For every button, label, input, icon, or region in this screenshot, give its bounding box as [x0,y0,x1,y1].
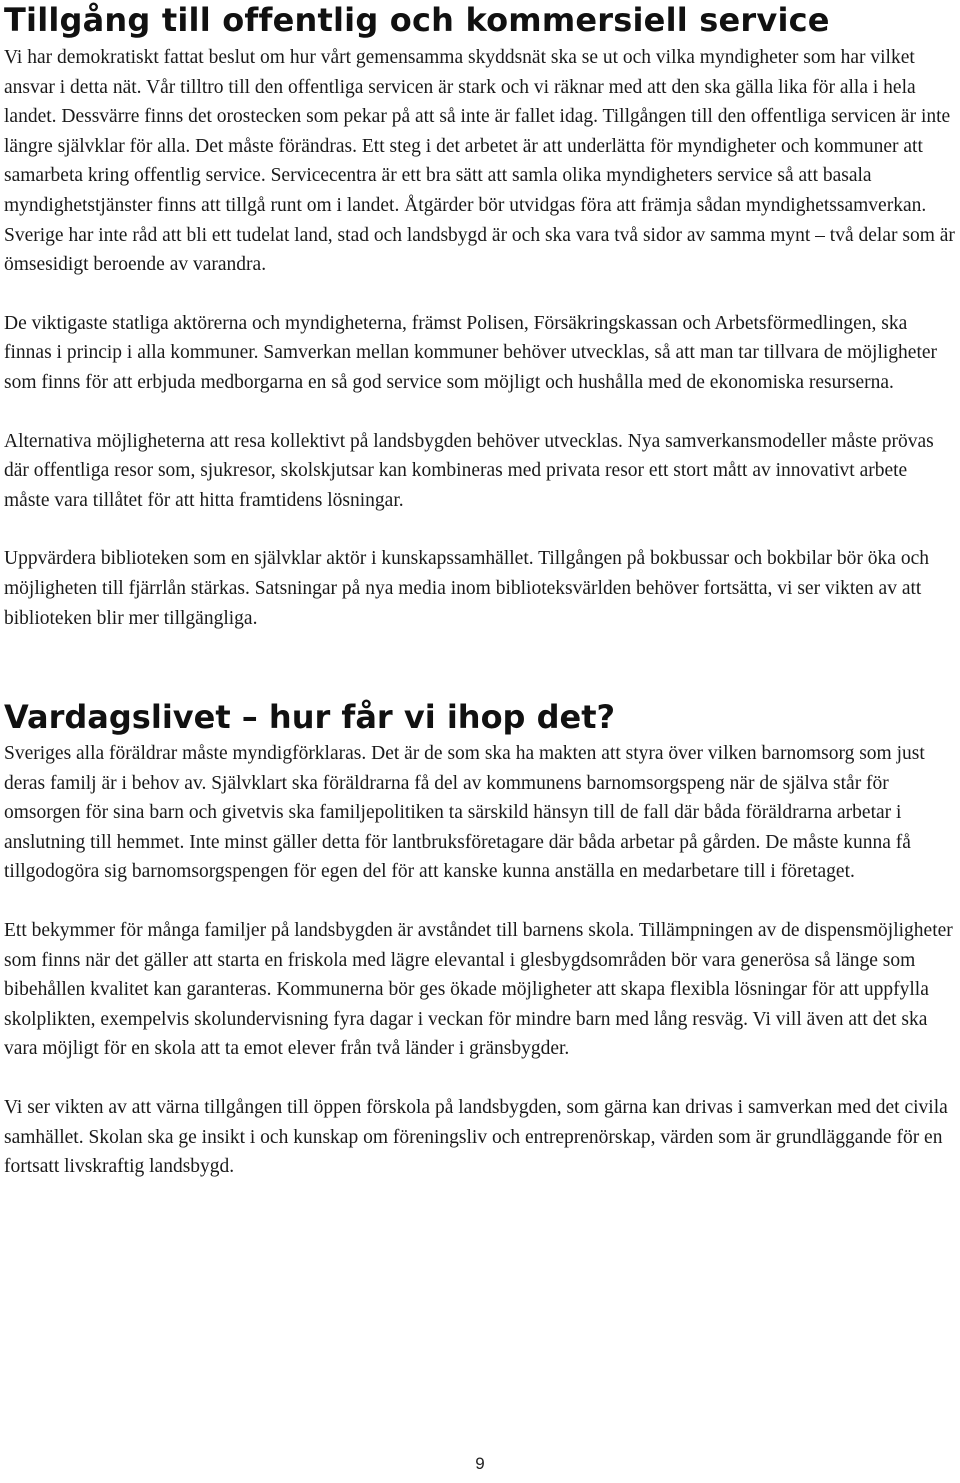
document-page [4,0,956,1182]
paragraph-vardagslivet-1: Sveriges alla föräldrar måste myndigförklaras. Det är de som ska ha makten att styra över vilken barnomsorg som just deras familj är i behov av. Självklart ska föräldrarna få del av kommunens barnomsorgspeng när de själva står för omsorgen för sina barn och givetvis ska familjepolitiken ta särskild hänsyn till de fall där båda föräldrarna arbetar i anslutning till hemmet. Inte minst gäller detta för lantbruksföretagare där båda arbetar på gården. De måste kunna få tillgodogöra sig barnomsorgspengen för egen del för att kanske kunna anställa en medarbetare till i företaget. [4,743,925,883]
page-number: 9 [475,1454,485,1473]
paragraph-service-3: Alternativa möjligheterna att resa kollektivt på landsbygden behöver utvecklas. Nya samverkansmodeller måste prövas där offentliga resor som, sjukresor, skolskjutsar kan kombineras med privata resor ett stort mått av innovativt arbete måste vara tillåtet för att hitta framtidens lösningar. [4,430,934,511]
paragraph-service-2: De viktigaste statliga aktörerna och myndigheterna, främst Polisen, Försäkringskassan och Arbetsförmedlingen, ska finnas i princip i alla kommuner. Samverkan mellan kommuner behöver utvecklas, så att man tar tillvara de möjligheter som finns för att erbjuda medborgarna en så god service som möjligt och hushålla med de ekonomiska resurserna. [4,312,938,393]
paragraph-service-1: Vi har demokratiskt fattat beslut om hur vårt gemensamma skyddsnät ska se ut och vilka myndigheter som har vilket ansvar i detta nät. Vår tilltro till den offentliga servicen är stark och vi räknar med att den ska gälla lika för alla i hela landet. Dessvärre finns det orostecken som pekar på att så inte är fallet idag. Tillgången till den offentliga servicen är inte längre självklar för alla. Det måste förändras. Ett steg i det arbetet är att underlätta för myndigheter och kommuner att samarbeta kring offentlig service. Servicecentra är ett bra sätt att samla olika myndigheters service så att basala myndighetstjänster finns att tillgå runt om i landet. Åtgärder bör utvidgas föra att främja sådan myndighetssamverkan. Sverige har inte råd att bli ett tudelat land, stad och landsbygd är och ska vara två sidor av samma mynt – två delar som är ömsesidigt beroende av varandra. [4,47,955,276]
section-heading-vardagslivet: Vardagslivet – hur får vi ihop det? [4,698,616,737]
section-vardagslivet [4,695,956,1182]
paragraph-vardagslivet-2: Ett bekymmer för många familjer på landsbygden är avståndet till barnens skola. Tillämpningen av de dispensmöjligheter som finns när det gäller att starta en friskola med lägre elevantal i glesbygdsområden bör vara generösa så länge som bibehållen kvalitet kan garanteras. Kommunerna bör ges ökade möjligheter att skapa flexibla lösningar för att uppfylla skolplikten, exempelvis skolundervisning fyra dagar i veckan för mindre barn med lång resväg. Vi vill även att det ska vara möjligt för en skola att ta emot elever från två länder i gränsbygder. [4,920,953,1060]
paragraph-vardagslivet-3: Vi ser vikten av att värna tillgången till öppen förskola på landsbygden, som gärna kan drivas i samverkan med det civila samhället. Skolan ska ge insikt i och kunskap om föreningsliv och entreprenörskap, värden som är grundläggande för en fortsatt livskraftig landsbygd. [4,1097,948,1178]
section-heading-service: Tillgång till offentlig och kommersiell service [4,1,830,39]
paragraph-service-4: Uppvärdera biblioteken som en självklar aktör i kunskapssamhället. Tillgången på bokbussar och bokbilar bör öka och möjligheten till fjärrlån stärkas. Satsningar på nya media inom biblioteksvärlden behöver fortsätta, vi ser vikten av att biblioteken blir mer tillgängliga. [4,548,929,629]
